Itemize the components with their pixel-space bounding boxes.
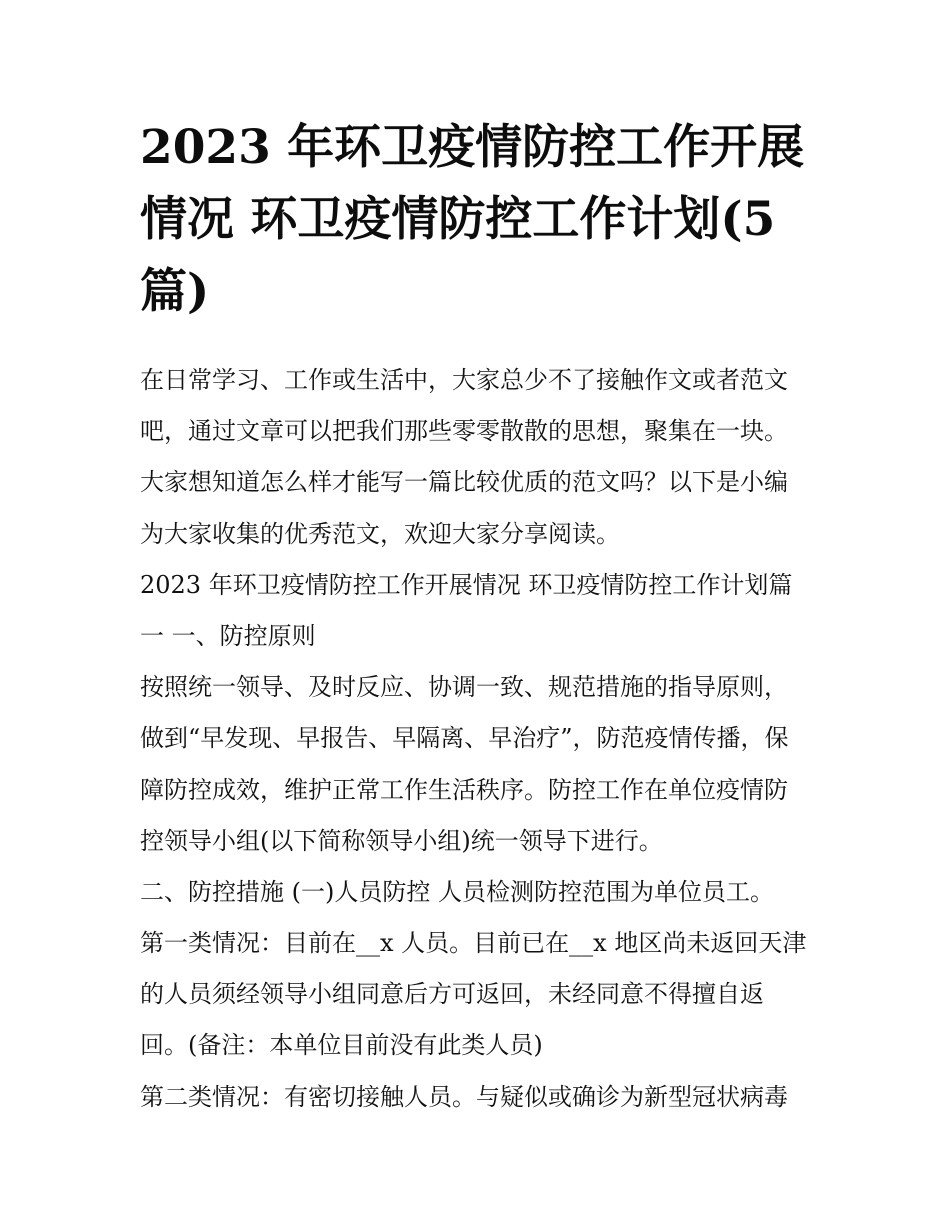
body-line-15: 第二类情况：有密切接触人员。与疑似或确诊为新型冠状病毒 xyxy=(140,1082,788,1111)
title-line-3: 篇) xyxy=(140,264,210,319)
body-line-1: 在日常学习、工作或生活中，大家总少不了接触作文或者范文 xyxy=(140,366,788,394)
body-line-14: 回。(备注：本单位目前没有此类人员) xyxy=(140,1031,543,1060)
document-title xyxy=(140,112,820,328)
body-line-10: 控领导小组(以下简称领导小组)统一领导下进行。 xyxy=(140,826,663,855)
body-line-13: 的人员须经领导小组同意后方可返回，未经同意不得擅自返 xyxy=(140,980,764,1009)
body-line-3: 大家想知道怎么样才能写一篇比较优质的范文吗？以下是小编 xyxy=(140,468,788,497)
body-line-5: 2023 年环卫疫情防控工作开展情况 环卫疫情防控工作计划篇 xyxy=(140,570,793,599)
title-line-2: 情况 环卫疫情防控工作计划(5 xyxy=(140,192,776,247)
body-line-11: 二、防控措施 (一)人员防控 人员检测防控范围为单位员工。 xyxy=(140,877,774,906)
body-line-12: 第一类情况：目前在__x 人员。目前已在__x 地区尚未返回天津 xyxy=(140,929,807,958)
document-body xyxy=(140,355,830,1123)
body-line-4: 为大家收集的优秀范文，欢迎大家分享阅读。 xyxy=(140,519,620,548)
body-line-6: 一 一、防控原则 xyxy=(140,621,316,650)
title-line-1: 2023 年环卫疫情防控工作开展 xyxy=(140,120,805,175)
body-line-9: 障防控成效，维护正常工作生活秩序。防控工作在单位疫情防 xyxy=(140,775,788,804)
body-line-8: 做到“早发现、早报告、早隔离、早治疗”，防范疫情传播，保 xyxy=(140,724,789,753)
body-line-2: 吧，通过文章可以把我们那些零零散散的思想，聚集在一块。 xyxy=(140,417,788,446)
body-line-7: 按照统一领导、及时反应、协调一致、规范措施的指导原则， xyxy=(140,673,788,702)
